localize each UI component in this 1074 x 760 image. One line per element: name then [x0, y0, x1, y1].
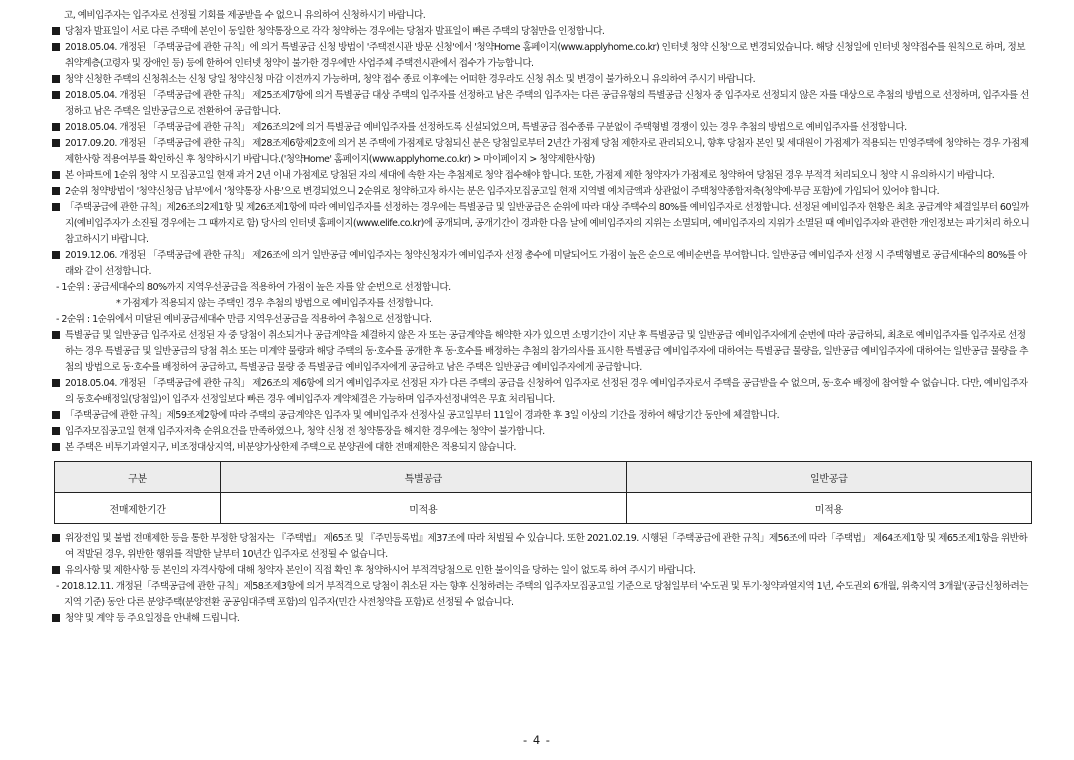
- notice-list-upper: [52, 8, 1030, 456]
- square-bullet-icon: [52, 427, 60, 435]
- bullet-item: [52, 248, 1030, 280]
- square-bullet-icon: [52, 27, 60, 35]
- table-row: [55, 493, 1032, 524]
- notice-list-lower: [52, 531, 1030, 627]
- bullet-item: [52, 24, 1030, 40]
- item-text: 특별공급 및 일반공급 입주자로 선정된 자 중 당첨이 취소되거나 공급계약을 체결하지 않은 자 또는 공급계약을 해약한 자가 있으면 소명기간이 지난 후 특별공급 및 일반공급 예비입주자에게 순번에 따라 공급하되, 최초로 예비입주자를 입주자로 선정하는 경우 특별공급 및 일반공급의 당첨 취소 또는 미계약 물량과 해당 주택의 동·호수를 공개한 후 동·호수를 배정하는 추첨의 참가의사를 표시한 특별공급 예비입주자에 대하여는 특별공급 물량을, 일반공급 예비입주자에 대하여는 일반공급 물량을 추첨의 방법으로 동·호수를 배정하여 공급하고, 특별공급 물량 중 특별공급 예비입주자에게 공급하고 남은 주택은 일반공급 예비입주자에게 공급합니다.: [65, 330, 1028, 373]
- item-text: 청약 신청한 주택의 신청취소는 신청 당일 청약신청 마감 이전까지 가능하며, 청약 접수 종료 이후에는 어떠한 경우라도 신청 취소 및 변경이 불가하오니 유의하여 주시기 바랍니다.: [65, 74, 756, 85]
- bullet-item: [52, 376, 1030, 408]
- square-bullet-icon: [52, 203, 60, 211]
- square-bullet-icon: [52, 75, 60, 83]
- bullet-item: [52, 440, 1030, 456]
- square-bullet-icon: [52, 379, 60, 387]
- square-bullet-icon: [52, 566, 60, 574]
- table-cell: 미적용: [221, 493, 626, 524]
- table-header-cell: 일반공급: [626, 462, 1031, 493]
- square-bullet-icon: [52, 187, 60, 195]
- bullet-item: [52, 531, 1030, 563]
- page-number: - 4 -: [523, 733, 551, 747]
- resale-restriction-table: [54, 461, 1032, 524]
- square-bullet-icon: [52, 91, 60, 99]
- sub-item: [52, 312, 1030, 328]
- sub-item: [52, 280, 1030, 296]
- square-bullet-icon: [52, 411, 60, 419]
- table-header-cell: 구분: [55, 462, 221, 493]
- item-text: 당첨자 발표일이 서로 다른 주택에 본인이 동일한 청약통장으로 각각 청약하는 경우에는 당첨자 발표일이 빠른 주택의 당첨만을 인정합니다.: [65, 26, 605, 37]
- square-bullet-icon: [52, 139, 60, 147]
- bullet-item: [52, 120, 1030, 136]
- sub-item: [52, 579, 1030, 611]
- square-bullet-icon: [52, 43, 60, 51]
- item-text: 2019.12.06. 개정된 「주택공급에 관한 규칙」 제26조에 의거 일반공급 예비입주자는 청약신청자가 예비입주자 선정 총수에 미달되어도 가점이 높은 순으로 예비순번을 부여합니다. 일반공급 예비입주자 선정 시 주택형별로 공급세대수의 80%를 아래와 같이 선정합니다.: [65, 250, 1027, 277]
- item-text: 2018.05.04. 개정된 「주택공급에 관한 규칙」에 의거 특별공급 신청 방법이 '주택전시관 방문 신청'에서 '청약Home 홈페이지(www.applyhome.co.kr) 인터넷 청약 신청'으로 변경되었습니다. 해당 신청일에 인터넷 청약접수를 원칙으로 하며, 정보취약계층(고령자 및 장애인 등) 등에 한하여 인터넷 청약이 불가한 경우에만 사업주체 주택전시관에서 접수가 가능합니다.: [65, 42, 1025, 69]
- bullet-item: [52, 408, 1030, 424]
- item-text: 본 아파트에 1순위 청약 시 모집공고일 현재 과거 2년 이내 가점제로 당첨된 자의 세대에 속한 자는 추첨제로 청약 접수해야 합니다. 또한, 가점제 제한 청약자가 가점제로 청약하여 당첨된 경우 부적격 처리되오니 청약 시 유의하시기 바랍니다.: [65, 170, 995, 181]
- square-bullet-icon: [52, 123, 60, 131]
- table-header-row: [55, 462, 1032, 493]
- table-header-cell: 특별공급: [221, 462, 626, 493]
- item-text: - 2018.12.11. 개정된「주택공급에 관한 규칙」제58조제3항에 의거 부적격으로 당첨이 취소된 자는 향후 신청하려는 주택의 입주자모집공고일 기준으로 당첨일부터 '수도권 및 투기·청약과열지역 1년, 수도권외 6개월, 위축지역 3개월'(공급신청하려는 지역 기준) 동안 다른 분양주택(분양전환 공공임대주택 포함)의 입주자(민간 사전청약을 포함)로 선정될 수 없습니다.: [56, 581, 1028, 608]
- square-bullet-icon: [52, 534, 60, 542]
- bullet-item: [52, 424, 1030, 440]
- bullet-item: [52, 40, 1030, 72]
- square-bullet-icon: [52, 251, 60, 259]
- table-cell: 전매제한기간: [55, 493, 221, 524]
- item-text: 2018.05.04. 개정된 「주택공급에 관한 규칙」 제26조의 제6항에 의거 예비입주자로 선정된 자가 다른 주택의 공급을 신청하여 입주자로 선정된 경우 예비입주자로서 주택을 공급받을 수 없으며, 동·호수 배정에 참여할 수 없습니다. 다만, 예비입주자의 동호수배정일(당첨일)이 입주자 선정일보다 빠른 경우 예비입주자 계약체결은 가능하며 입주자선정내역은 무효 처리됩니다.: [65, 378, 1028, 405]
- bullet-item: [52, 200, 1030, 248]
- item-text: 청약 및 계약 등 주요일정을 안내해 드립니다.: [65, 613, 240, 624]
- item-text: 본 주택은 비투기과열지구, 비조정대상지역, 비분양가상한제 주택으로 분양권에 대한 전매제한은 적용되지 않습니다.: [65, 442, 516, 453]
- bullet-item: [52, 136, 1030, 168]
- item-text: 2018.05.04. 개정된 「주택공급에 관한 규칙」 제25조제7항에 의거 특별공급 대상 주택의 입주자를 선정하고 남은 주택의 입주자는 다른 공급유형의 특별공급 신청자 중 입주자로 선정되지 않은 자를 대상으로 추첨의 방법으로 선정하며, 입주자를 선정하고 남은 주택은 일반공급으로 전환하여 공급합니다.: [65, 90, 1029, 117]
- continued-text: [52, 8, 1030, 24]
- item-text: 입주자모집공고일 현재 입주자저축 순위요건을 만족하였으나, 청약 신청 전 청약통장을 해지한 경우에는 청약이 불가합니다.: [65, 426, 545, 437]
- item-text: 2순위 청약방법이 '청약신청금 납부'에서 '청약통장 사용'으로 변경되었으니 2순위로 청약하고자 하시는 분은 입주자모집공고일 현재 지역별 예치금액과 상관없이 주택청약종합저축(청약예·부금 포함)에 가입되어 있어야 합니다.: [65, 186, 940, 197]
- bullet-item: [52, 88, 1030, 120]
- square-bullet-icon: [52, 331, 60, 339]
- square-bullet-icon: [52, 614, 60, 622]
- bullet-item: [52, 328, 1030, 376]
- item-text: 「주택공급에 관한 규칙」제26조의2제1항 및 제26조제1항에 따라 예비입주자를 선정하는 경우에는 특별공급 및 일반공급은 순위에 따라 대상 주택수의 80%를 예비입주자로 선정합니다. 선정된 예비입주자 현황은 최초 공급계약 체결일부터 60일까지(예비입주자가 소진될 경우에는 그 때까지로 함) 당사의 인터넷 홈페이지(www.elife.co.kr)에 공개되며, 공개기간이 경과한 다음 날에 예비입주자의 지위는 소멸되며, 예비입주자의 지위가 소멸된 때 예비입주자와 관련한 개인정보는 파기처리 하오니 참고하시기 바랍니다.: [65, 202, 1030, 245]
- item-text: 위장전입 및 불법 전매제한 등을 통한 부정한 당첨자는 『주택법』 제65조 및 『주민등록법』제37조에 따라 처벌될 수 있습니다. 또한 2021.02.19. 시행된「주택공급에 관한 규칙」제56조에 따라「주택법」 제64조제1항 및 제65조제1항을 위반하여 적발된 경우, 위반한 행위를 적발한 날부터 10년간 입주자로 선정될 수 없습니다.: [65, 533, 1028, 560]
- bullet-item: [52, 184, 1030, 200]
- square-bullet-icon: [52, 171, 60, 179]
- bullet-item: [52, 611, 1030, 627]
- notice-document: [52, 8, 1030, 627]
- item-text: - 1순위 : 공급세대수의 80%까지 지역우선공급을 적용하여 가점이 높은 자를 앞 순번으로 선정합니다.: [56, 282, 451, 293]
- item-text: 2018.05.04. 개정된 「주택공급에 관한 규칙」 제26조의2에 의거 특별공급 예비입주자를 선정하도록 신설되었으며, 특별공급 접수종류 구분없이 주택형별 경쟁이 있는 경우 추첨의 방법으로 예비입주자를 선정합니다.: [65, 122, 907, 133]
- item-text: 고, 예비입주자는 입주자로 선정될 기회를 제공받을 수 없으니 유의하여 신청하시기 바랍니다.: [64, 10, 426, 21]
- item-text: * 가점제가 적용되지 않는 주택인 경우 추첨의 방법으로 예비입주자를 선정합니다.: [116, 298, 433, 309]
- table-cell: 미적용: [626, 493, 1031, 524]
- bullet-item: [52, 168, 1030, 184]
- item-text: 2017.09.20. 개정된 「주택공급에 관한 규칙」 제28조제6항제2호에 의거 본 주택에 가점제로 당첨되신 분은 당첨일로부터 2년간 가점제 당첨 제한자로 관리되오니, 향후 당첨자 본인 및 세대원이 가점제가 적용되는 민영주택에 청약하는 경우 가점제 제한사항 적용여부를 확인하신 후 청약하시기 바랍니다.('청약Home' 홈페이지(www.applyhome.co.kr) > 마이페이지 > 청약제한사항): [65, 138, 1029, 165]
- bullet-item: [52, 72, 1030, 88]
- square-bullet-icon: [52, 443, 60, 451]
- item-text: - 2순위 : 1순위에서 미달된 예비공급세대수 만큼 지역우선공급을 적용하여 추첨으로 선정합니다.: [56, 314, 432, 325]
- sub-item: [52, 296, 1030, 312]
- item-text: 「주택공급에 관한 규칙」제59조제2항에 따라 주택의 공급계약은 입주자 및 예비입주자 선정사실 공고일부터 11일이 경과한 후 3일 이상의 기간을 정하여 해당기간 동안에 체결합니다.: [65, 410, 780, 421]
- item-text: 유의사항 및 제한사항 등 본인의 자격사항에 대해 청약자 본인이 직접 확인 후 청약하시어 부적격당첨으로 인한 불이익을 당하는 일이 없도록 하여 주시기 바랍니다.: [65, 565, 696, 576]
- bullet-item: [52, 563, 1030, 579]
